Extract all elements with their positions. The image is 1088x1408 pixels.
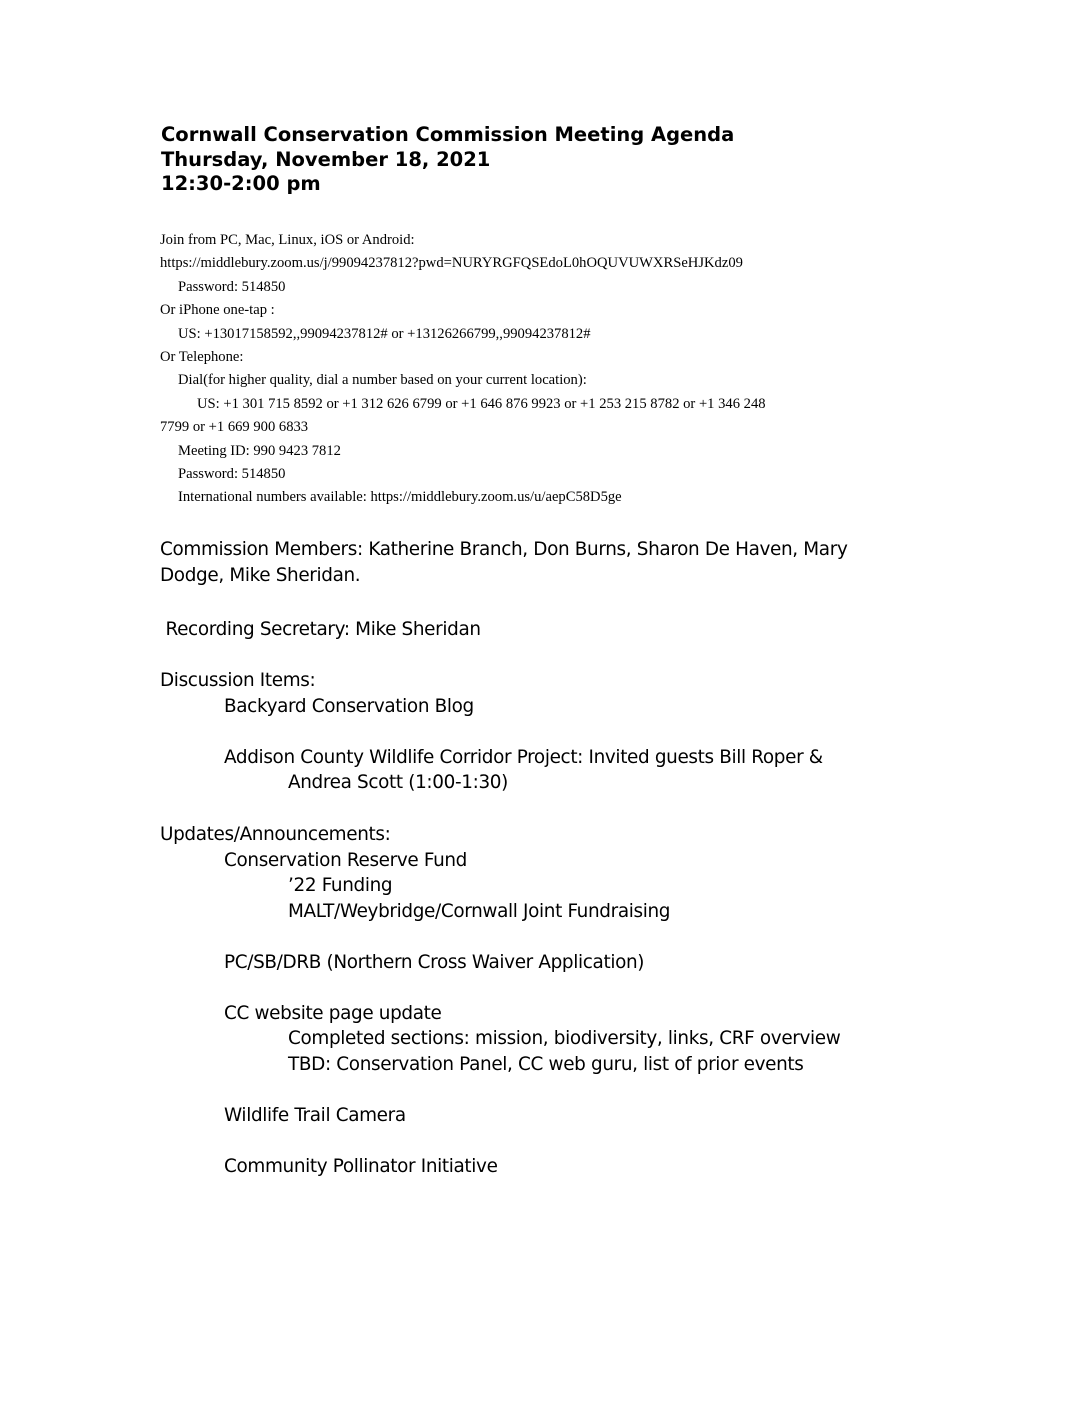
discussion-items [160,668,823,796]
update-item: Community Pollinator Initiative [224,1155,498,1177]
iphone-numbers: US: +13017158592,,99094237812# or +13126266799,,99094237812# [178,325,591,342]
update-subitem: Completed sections: mission, biodiversity, links, CRF overview [288,1028,841,1049]
secretary-line: Recording Secretary: Mike Sheridan [160,619,481,640]
us-numbers-line-2: 7799 or +1 669 900 6833 [160,419,309,436]
discussion-heading: Discussion Items: [160,670,316,691]
dial-instructions: Dial(for higher quality, dial a number based on your current location): [178,372,587,389]
discussion-item-continuation: Andrea Scott (1:00-1:30) [288,772,508,793]
meeting-time: 12:30-2:00 pm [161,172,321,195]
zoom-join-link[interactable]: https://middlebury.zoom.us/j/99094237812?pwd=NURYRGFQSEdoL0hOQUVUWXRSeHJKdz09 [160,255,743,272]
telephone-label: Or Telephone: [160,349,244,366]
agenda-header [161,123,734,197]
members-line-1: Commission Members: Katherine Branch, Don Burns, Sharon De Haven, Mary [160,539,848,560]
update-subitem: TBD: Conservation Panel, CC web guru, list of prior events [288,1053,804,1075]
join-instructions: Join from PC, Mac, Linux, iOS or Android: [160,232,415,248]
zoom-password: Password: 514850 [178,278,286,295]
updates-announcements [160,822,840,1179]
update-item: PC/SB/DRB (Northern Cross Waiver Application) [224,951,645,973]
commission-members [160,537,847,588]
iphone-label: Or iPhone one-tap : [160,302,275,319]
recording-secretary [160,617,481,643]
meeting-id: Meeting ID: 990 9423 7812 [178,442,341,459]
agenda-title: Cornwall Conservation Commission Meeting Agenda [161,123,735,146]
discussion-item: Backyard Conservation Blog [224,695,474,717]
us-numbers-line-1: US: +1 301 715 8592 or +1 312 626 6799 or +1 646 876 9923 or +1 253 215 8782 or +1 346 248 [197,395,766,412]
update-subitem: ’22 Funding [288,875,393,896]
updates-heading: Updates/Announcements: [160,824,391,845]
zoom-info [160,229,766,510]
international-numbers[interactable]: International numbers available: https://middlebury.zoom.us/u/aepC58D5ge [178,489,622,506]
discussion-item: Addison County Wildlife Corridor Project: Invited guests Bill Roper & [224,746,823,768]
phone-password: Password: 514850 [178,466,286,483]
update-item: Wildlife Trail Camera [224,1104,406,1126]
update-subitem: MALT/Weybridge/Cornwall Joint Fundraising [288,900,671,922]
update-item: CC website page update [224,1002,442,1024]
update-item: Conservation Reserve Fund [224,849,468,871]
members-line-2: Dodge, Mike Sheridan. [160,564,361,586]
meeting-date: Thursday, November 18, 2021 [161,147,491,171]
